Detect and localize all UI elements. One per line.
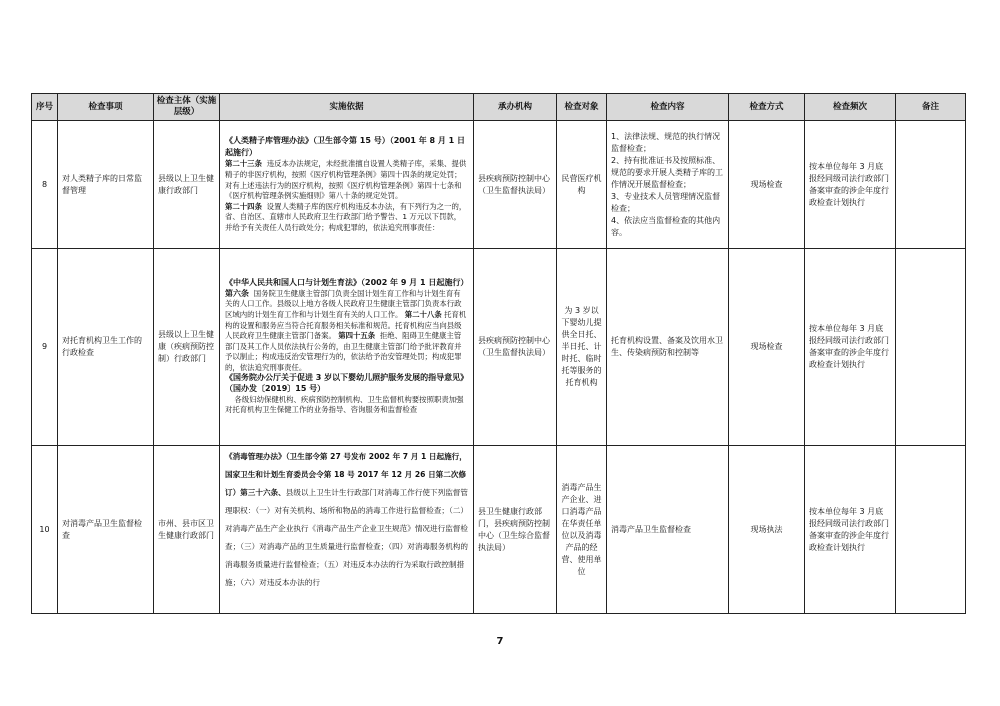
header-seq: 序号 <box>32 94 58 121</box>
basis-text: 违反本办法规定，未经批准擅自设置人类精子库，采集、提供精子的非医疗机构，按照《医疗机构管理条例》第四十四条的规定处罚；对有上述违法行为的医疗机构，按照《医疗机构管理条例》第四十七条和《医疗机构管理条例实施细则》第八十条的规定处罚。 <box>225 159 467 201</box>
basis-title: 《消毒管理办法》（卫生部令第 27 号发布 2002 年 7 月 1 日起施行，国家卫生和计划生育委员会令第 18 号 2017 年 12 月 26 日第二次修订）第三十六条、 <box>225 452 467 497</box>
table-row <box>32 249 966 446</box>
cell-target: 为 3 岁以下婴幼儿提供全日托、半日托、计时托、临时托等服务的托育机构 <box>557 249 607 446</box>
cell-target: 消毒产品生产企业、进口消毒产品在华责任单位以及消毒产品的经营、使用单位 <box>557 446 607 614</box>
header-freq: 检查频次 <box>805 94 896 121</box>
cell-target: 民营医疗机构 <box>557 121 607 249</box>
cell-item: 对消毒产品卫生监督检查 <box>58 446 154 614</box>
cell-subject: 县级以上卫生健康行政部门 <box>154 121 220 249</box>
header-item: 检查事项 <box>58 94 154 121</box>
basis-article: 第二十四条 <box>225 201 262 211</box>
cell-seq: 9 <box>32 249 58 446</box>
header-content: 检查内容 <box>607 94 729 121</box>
header-method: 检查方式 <box>729 94 805 121</box>
basis-text: 各级妇幼保健机构、疾病预防控制机构、卫生监督机构要按照职责加强对托育机构卫生保健工作的业务指导、咨询服务和监督检查 <box>225 394 464 415</box>
cell-seq: 10 <box>32 446 58 614</box>
cell-content: 托育机构设置、备案及饮用水卫生、传染病预防和控制等 <box>607 249 729 446</box>
basis-text: 县级以上卫生计生行政部门对消毒工作行使下列监督管理职权：（一）对有关机构、场所和物品的消毒工作进行监督检查；（二）对消毒产品生产企业执行《消毒产品生产企业卫生规范》情况进行监督检查；（三）对消毒产品的卫生质量进行监督检查；（四）对消毒服务机构的消毒服务质量进行监督检查；（五）对违反本办法的行为采取行政控制措施；（六）对违反本办法的行 <box>225 488 468 587</box>
cell-note <box>896 249 966 446</box>
header-basis: 实施依据 <box>220 94 474 121</box>
cell-org: 县疾病预防控制中心（卫生监督执法局） <box>474 249 557 446</box>
cell-freq: 按本单位每年 3 月底报经同级司法行政部门备案审查的涉企年度行政检查计划执行 <box>805 121 896 249</box>
basis-article: 第二十三条 <box>225 159 262 169</box>
basis-title: 《人类精子库管理办法》（卫生部令第 15 号）（2001 年 8 月 1 日起施行） <box>225 136 466 158</box>
header-subject: 检查主体（实施层级） <box>154 94 220 121</box>
cell-method: 现场检查 <box>729 249 805 446</box>
inspection-table <box>31 93 966 614</box>
table-row <box>32 121 966 249</box>
basis-article: 第二十八条 <box>404 309 442 319</box>
cell-item: 对托育机构卫生工作的行政检查 <box>58 249 154 446</box>
cell-freq: 按本单位每年 3 月底报经同级司法行政部门备案审查的涉企年度行政检查计划执行 <box>805 446 896 614</box>
cell-note <box>896 446 966 614</box>
cell-seq: 8 <box>32 121 58 249</box>
basis-title: 《国务院办公厅关于促进 3 岁以下婴幼儿照护服务发展的指导意见》（国办发〔2019〕15 号） <box>225 373 465 394</box>
basis-text: 设置人类精子库的医疗机构违反本办法，有下列行为之一的，省、自治区、直辖市人民政府卫生行政部门给予警告、1 万元以下罚款，并给予有关责任人员行政处分；构成犯罪的，依法追究刑事责任： <box>225 201 467 232</box>
cell-org: 县卫生健康行政部门，县疾病预防控制中心（卫生综合监督执法局） <box>474 446 557 614</box>
header-org: 承办机构 <box>474 94 557 121</box>
cell-item: 对人类精子库的日常监督管理 <box>58 121 154 249</box>
cell-method: 现场检查 <box>729 121 805 249</box>
cell-subject: 市州、县市区卫生健康行政部门 <box>154 446 220 614</box>
cell-basis <box>220 121 474 249</box>
cell-freq: 按本单位每年 3 月底报经同级司法行政部门备案审查的涉企年度行政检查计划执行 <box>805 249 896 446</box>
cell-basis <box>220 249 474 446</box>
cell-basis <box>220 446 474 614</box>
page-number: 7 <box>496 636 504 647</box>
cell-content: 1、法律法规、规范的执行情况监督检查； 2、持有批准证书及按照标准、规范的要求开展人类精子库的工作情况开展监督检查； 3、专业技术人员管理情况监督检查； 4、依法应当监督检查的其他内容。 <box>607 121 729 249</box>
basis-text: 国务院卫生健康主管部门负责全国计划生育工作和与计划生育有关的人口工作。县级以上地方各级人民政府卫生健康主管部门负责本行政区域内的计划生育工作和与计划生育有关的人口工作。 <box>225 288 462 319</box>
basis-text: 托育机构的设置和服务应当符合托育服务相关标准和规范。托育机构应当向县级人民政府卫生健康主管部门备案。 <box>225 309 467 341</box>
header-row <box>32 94 966 121</box>
basis-article: 第四十五条 <box>338 331 376 341</box>
basis-title: 《中华人民共和国人口与计划生育法》（2002 年 9 月 1 日起施行）第六条 <box>225 278 465 298</box>
cell-content: 消毒产品卫生监督检查 <box>607 446 729 614</box>
basis-text: 拒绝、阻碍卫生健康主管部门及其工作人员依法执行公务的，由卫生健康主管部门给予批评教育并予以制止；构成违反治安管理行为的，依法给予治安管理处罚；构成犯罪的，依法追究刑事责任。 <box>225 331 462 372</box>
cell-org: 县疾病预防控制中心（卫生监督执法局） <box>474 121 557 249</box>
cell-subject: 县级以上卫生健康（疾病预防控制）行政部门 <box>154 249 220 446</box>
header-note: 备注 <box>896 94 966 121</box>
header-target: 检查对象 <box>557 94 607 121</box>
cell-note <box>896 121 966 249</box>
cell-method: 现场执法 <box>729 446 805 614</box>
table-row <box>32 446 966 614</box>
